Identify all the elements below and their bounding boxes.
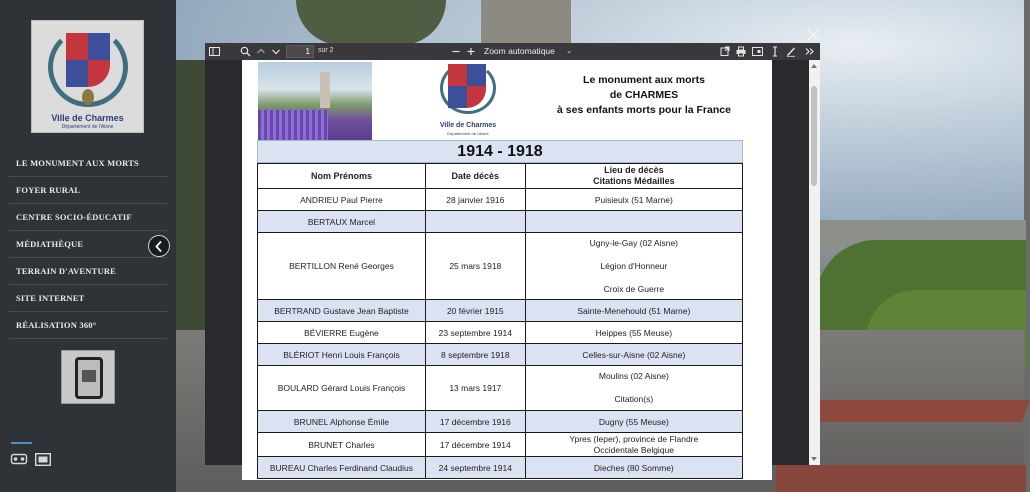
- menu-item-site-internet[interactable]: SITE INTERNET: [9, 285, 167, 312]
- cell-name: BRUNEL Alphonse Émile: [258, 411, 426, 433]
- scroll-up-icon[interactable]: [811, 64, 817, 68]
- tree-canopy: [296, 0, 446, 45]
- text-tool-icon[interactable]: [771, 46, 779, 57]
- vr-mode-button[interactable]: [61, 350, 115, 404]
- menu-item-monument[interactable]: LE MONUMENT AUX MORTS: [9, 150, 167, 177]
- coat-of-arms-icon: [448, 64, 486, 108]
- cell-place-text: Moulins (02 Aisne): [598, 371, 669, 381]
- open-file-icon[interactable]: [720, 46, 730, 57]
- cell-place: Sainte-Menehould (51 Marne): [525, 300, 742, 322]
- cell-date: [425, 211, 525, 233]
- zoom-select-value: Zoom automatique: [484, 46, 555, 56]
- red-pavement-front: [776, 465, 1026, 492]
- cell-date: 13 mars 1917: [425, 366, 525, 411]
- table-row: [258, 233, 743, 300]
- page-up-icon[interactable]: [256, 46, 266, 57]
- cell-name: BRUNET Charles: [258, 433, 426, 457]
- zoom-out-icon[interactable]: [451, 46, 461, 57]
- period-heading: 1914 - 1918: [257, 140, 743, 163]
- cell-name: BERTAUX Marcel: [258, 211, 426, 233]
- cell-citation: Citation(s): [614, 394, 654, 404]
- zoom-select[interactable]: [481, 45, 575, 58]
- sidebar-menu: [9, 150, 167, 339]
- town-logo[interactable]: [31, 20, 144, 133]
- cell-citation: Croix de Guerre: [603, 283, 665, 294]
- column-header-citations-label: Citations Médailles: [593, 176, 675, 186]
- page-number-input[interactable]: 1: [286, 45, 314, 58]
- pdf-canvas[interactable]: [205, 60, 820, 473]
- cell-name: BERTILLON René Georges: [258, 233, 426, 300]
- document-logo-title: Ville de Charmes: [439, 122, 497, 129]
- table-row: [258, 366, 743, 411]
- monument-photo: [258, 62, 372, 140]
- cell-name: BOULARD Gérard Louis François: [258, 366, 426, 411]
- cell-place: Celles-sur-Aisne (02 Aisne): [525, 344, 742, 366]
- cell-place: [525, 233, 742, 300]
- document-title-line: de CHARMES: [609, 89, 679, 101]
- menu-item-centre-socio-educatif[interactable]: CENTRE SOCIO-ÉDUCATIF: [9, 204, 167, 231]
- cell-place: [525, 366, 742, 411]
- table-row: [258, 322, 743, 344]
- monument-obelisk: [320, 72, 330, 108]
- red-pavement: [802, 400, 1030, 422]
- close-icon[interactable]: [805, 27, 821, 43]
- table-row: [258, 457, 743, 479]
- cell-place-text: Ypres (Ieper), province de Flandre: [569, 433, 699, 444]
- cell-name: BERTRAND Gustave Jean Baptiste: [258, 300, 426, 322]
- chevron-down-icon: ⌄: [566, 48, 572, 55]
- save-icon[interactable]: [752, 46, 763, 57]
- cell-place: Heippes (55 Meuse): [525, 322, 742, 344]
- cell-name: ANDRIEU Paul Pierre: [258, 189, 426, 211]
- scroll-thumb[interactable]: [811, 86, 817, 186]
- cell-date: 8 septembre 1918: [425, 344, 525, 366]
- fullscreen-icon[interactable]: [35, 453, 51, 466]
- logo-subtitle: Département de l'Aisne: [61, 124, 114, 130]
- cell-date: 17 décembre 1916: [425, 411, 525, 433]
- column-header-date: Date décès: [425, 164, 525, 189]
- monument-top: [481, 0, 571, 45]
- table-row: [258, 433, 743, 457]
- document-title-line: à ses enfants morts pour la France: [557, 104, 731, 116]
- coat-of-arms-icon: [66, 33, 110, 87]
- pdf-page: [242, 60, 772, 480]
- print-icon[interactable]: [736, 46, 746, 57]
- cell-name: BÉVIERRE Eugène: [258, 322, 426, 344]
- table-header-row: [258, 164, 743, 189]
- column-header-place: [525, 164, 742, 189]
- cell-date: 25 mars 1918: [425, 233, 525, 300]
- logo-title: Ville de Charmes: [51, 113, 124, 123]
- cell-place: [525, 211, 742, 233]
- menu-item-realisation-360[interactable]: RÉALISATION 360°: [9, 312, 167, 339]
- menu-item-foyer-rural[interactable]: FOYER RURAL: [9, 177, 167, 204]
- pdf-toolbar: [205, 43, 820, 60]
- lavender-flowers: [258, 110, 328, 140]
- cell-date: 28 janvier 1916: [425, 189, 525, 211]
- page-count: sur 2: [318, 47, 334, 54]
- table-row: [258, 344, 743, 366]
- menu-item-mediatheque[interactable]: MÉDIATHÈQUE: [9, 231, 167, 258]
- medal-icon: [82, 89, 94, 105]
- cell-name: BUREAU Charles Ferdinand Claudius: [258, 457, 426, 479]
- table-row: [258, 211, 743, 233]
- collapse-sidebar-button[interactable]: [148, 235, 170, 257]
- cell-place: [525, 433, 742, 457]
- cell-date: 24 septembre 1914: [425, 457, 525, 479]
- zoom-in-icon[interactable]: [466, 46, 476, 57]
- accent-divider: [11, 442, 32, 444]
- cell-name: BLÉRIOT Henri Louis François: [258, 344, 426, 366]
- cell-date: 23 septembre 1914: [425, 322, 525, 344]
- document-title-line: Le monument aux morts: [583, 74, 705, 86]
- cell-date: 17 décembre 1914: [425, 433, 525, 457]
- scroll-down-icon[interactable]: [811, 457, 817, 461]
- roll-of-honour-table: [257, 163, 743, 479]
- smartphone-vr-icon: [75, 357, 103, 399]
- cell-date: 20 février 1915: [425, 300, 525, 322]
- menu-item-terrain-aventure[interactable]: TERRAIN D'AVENTURE: [9, 258, 167, 285]
- vr-headset-icon[interactable]: [11, 454, 27, 465]
- cell-place: Dugny (55 Meuse): [525, 411, 742, 433]
- cell-place-text: Ugny-le-Gay (02 Aisne): [589, 237, 679, 248]
- column-header-place-label: Lieu de décès: [604, 165, 664, 175]
- table-row: [258, 189, 743, 211]
- cell-place: Puisieulx (51 Marne): [525, 189, 742, 211]
- table-row: [258, 300, 743, 322]
- document-title: [524, 73, 764, 118]
- cell-place: Dieches (80 Somme): [525, 457, 742, 479]
- draw-icon[interactable]: [786, 46, 796, 57]
- cell-place-text-line2: Occidentale Belgique: [593, 444, 675, 455]
- more-tools-icon[interactable]: [805, 46, 815, 57]
- chevron-left-icon: [154, 240, 164, 253]
- document-logo-subtitle: Département de l'Aisne: [447, 131, 489, 136]
- table-row: [258, 411, 743, 433]
- pdf-viewer: [205, 43, 820, 473]
- page-down-icon[interactable]: [271, 46, 281, 57]
- column-header-name: Nom Prénoms: [258, 164, 426, 189]
- sidebar-toggle-icon[interactable]: [209, 46, 220, 57]
- cell-citation: Légion d'Honneur: [600, 260, 668, 271]
- search-icon[interactable]: [240, 46, 251, 57]
- pdf-scrollbar[interactable]: [809, 60, 820, 465]
